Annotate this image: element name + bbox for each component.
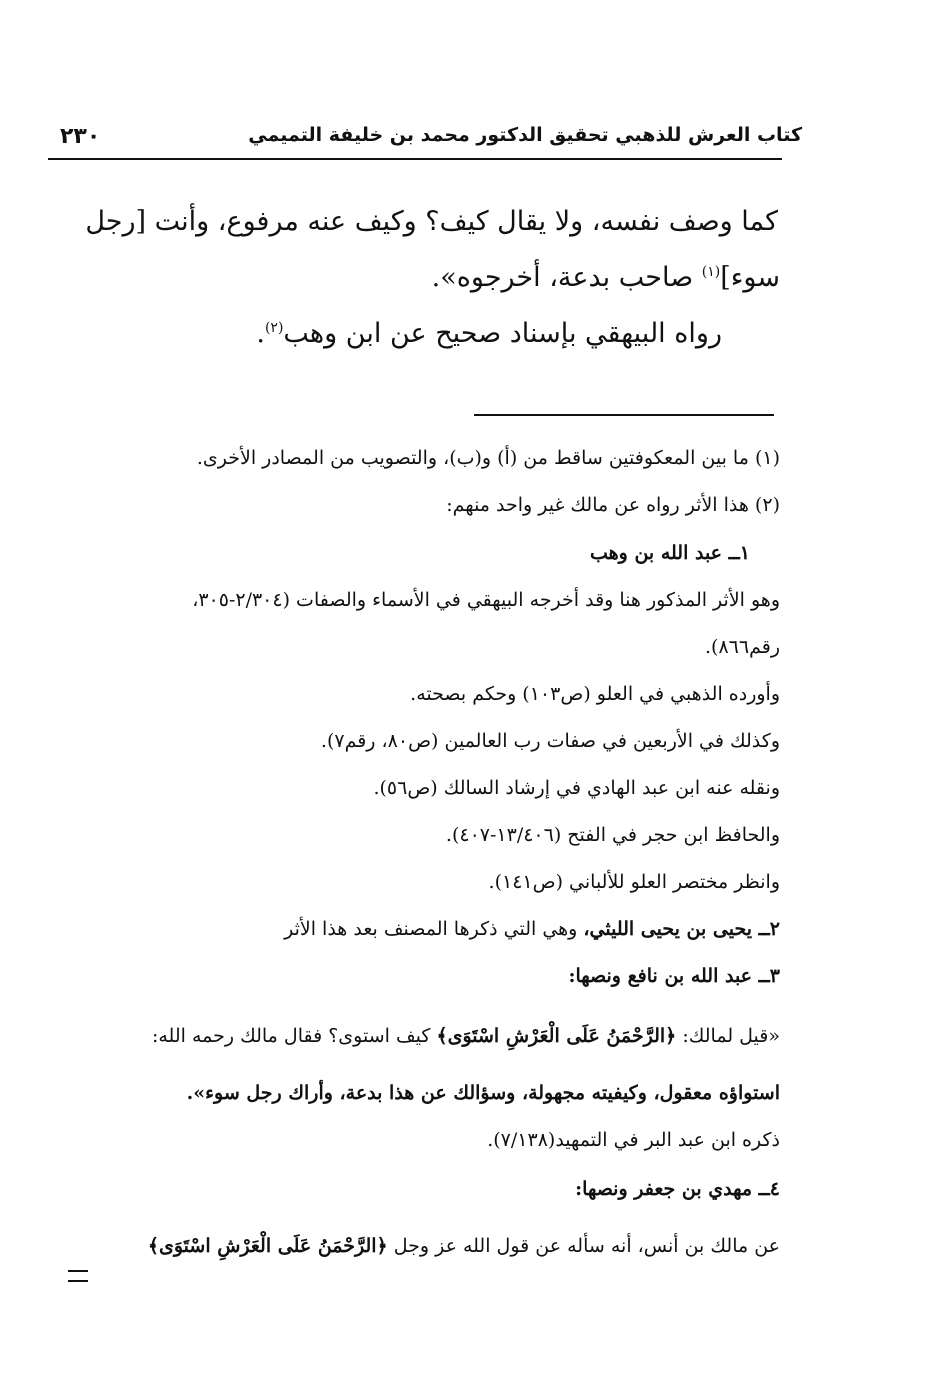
main-text-line-2: [60, 262, 780, 293]
footnote-item-2: [284, 918, 780, 940]
footnote-item-1-line: رقم٨٦٦).: [705, 636, 780, 658]
footnote-item-1-line: ونقله عنه ابن عبد الهادي في إرشاد السالك (ص٥٦).: [373, 777, 780, 799]
footnote-item-1-title: ١ــ عبد الله بن وهب: [589, 542, 750, 564]
footnote-item-4-line: [58, 1235, 780, 1257]
quran-verse: ﴿الرَّحْمَنُ عَلَى الْعَرْشِ اسْتَوَى﴾: [147, 1235, 388, 1257]
continuation-mark: [68, 1270, 88, 1282]
footnote-ref-1: (١): [701, 264, 721, 280]
page-number: ٢٣٠: [60, 124, 101, 149]
footnote-ref-2: (٢): [264, 320, 284, 336]
main-text-fragment: صاحب بدعة، أخرجوه».: [431, 262, 702, 293]
footnote-item-1-line: وانظر مختصر العلو للألباني (ص١٤١).: [488, 871, 780, 893]
quran-verse: ﴿الرَّحْمَنُ عَلَى الْعَرْشِ اسْتَوَى﴾: [436, 1025, 677, 1047]
footnote-separator: [474, 414, 774, 416]
footnote-item-2-title: ٢ــ يحيى بن يحيى الليثي،: [583, 918, 780, 940]
main-text-line-1: كما وصف نفسه، ولا يقال كيف؟ وكيف عنه مرفوع، وأنت [رجل: [85, 206, 778, 237]
footnote-1: (١) ما بين المعكوفتين ساقط من (أ) و(ب)، والتصويب من المصادر الأخرى.: [196, 447, 780, 469]
footnote-item-3-line: ذكره ابن عبد البر في التمهيد(٧/١٣٨).: [487, 1129, 780, 1151]
footnote-item-4-title: ٤ــ مهدي بن جعفر ونصها:: [575, 1178, 780, 1200]
main-text-fragment: .: [256, 318, 265, 349]
footnote-text-fragment: عن مالك بن أنس، أنه سأله عن قول الله عز وجل: [387, 1235, 780, 1257]
main-text-fragment: رواه البيهقي بإسناد صحيح عن ابن وهب: [283, 318, 722, 349]
footnote-text-fragment: كيف استوى؟ فقال مالك رحمه الله:: [151, 1025, 437, 1047]
footnote-text-fragment: «قيل لمالك:: [676, 1025, 780, 1047]
footnote-item-1-line: وهو الأثر المذكور هنا وقد أخرجه البيهقي في الأسماء والصفات (٢/٣٠٤-٣٠٥،: [192, 589, 780, 611]
main-text-fragment: سوء]: [720, 262, 780, 293]
footnote-item-3-line: [58, 1025, 780, 1047]
footnote-item-3-line: استواؤه معقول، وكيفيته مجهولة، وسؤالك عن هذا بدعة، وأراك رجل سوء».: [186, 1082, 780, 1104]
header-divider: [48, 158, 782, 160]
footnote-item-1-line: والحافظ ابن حجر في الفتح (١٣/٤٠٦-٤٠٧).: [445, 824, 780, 846]
footnote-item-1-line: وكذلك في الأربعين في صفات رب العالمين (ص٨٠، رقم٧).: [320, 730, 780, 752]
footnote-item-1-line: وأورده الذهبي في العلو (ص١٠٣) وحكم بصحته.: [410, 683, 780, 705]
footnote-2: (٢) هذا الأثر رواه عن مالك غير واحد منهم:: [446, 494, 780, 516]
running-header-title: كتاب العرش للذهبي تحقيق الدكتور محمد بن خليفة التميمي: [248, 124, 802, 146]
footnote-item-3-title: ٣ــ عبد الله بن نافع ونصها:: [568, 965, 780, 987]
main-text-line-3: [2, 318, 722, 349]
footnote-item-2-text: وهي التي ذكرها المصنف بعد هذا الأثر: [284, 918, 584, 940]
